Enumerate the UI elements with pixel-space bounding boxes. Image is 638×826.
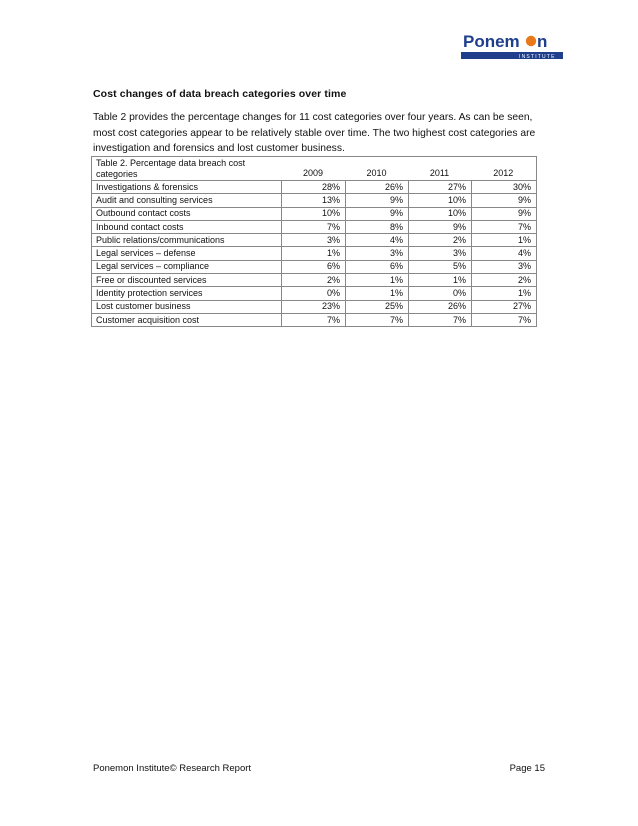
- table-row: [92, 274, 537, 287]
- value-cell: 26%: [409, 300, 472, 313]
- footer-page-number: Page 15: [509, 763, 545, 774]
- value-cell: 0%: [409, 287, 472, 300]
- table-row: [92, 194, 537, 207]
- table-row: [92, 234, 537, 247]
- value-cell: 7%: [409, 313, 472, 326]
- value-cell: 27%: [472, 300, 537, 313]
- value-cell: 5%: [409, 260, 472, 273]
- value-cell: 13%: [282, 194, 346, 207]
- cost-categories-table: [91, 156, 537, 327]
- category-cell: Lost customer business: [92, 300, 282, 313]
- value-cell: 7%: [282, 313, 346, 326]
- value-cell: 25%: [346, 300, 409, 313]
- value-cell: 7%: [346, 313, 409, 326]
- year-header-2009: 2009: [282, 157, 346, 181]
- value-cell: 4%: [346, 234, 409, 247]
- value-cell: 1%: [409, 274, 472, 287]
- value-cell: 2%: [282, 274, 346, 287]
- table-header-row: [92, 157, 537, 181]
- svg-text:n: n: [537, 32, 548, 51]
- value-cell: 6%: [282, 260, 346, 273]
- category-cell: Audit and consulting services: [92, 194, 282, 207]
- category-cell: Identity protection services: [92, 287, 282, 300]
- value-cell: 9%: [346, 207, 409, 220]
- value-cell: 9%: [472, 207, 537, 220]
- category-cell: Free or discounted services: [92, 274, 282, 287]
- category-cell: Public relations/communications: [92, 234, 282, 247]
- table-row: [92, 287, 537, 300]
- value-cell: 1%: [282, 247, 346, 260]
- svg-text:INSTITUTE: INSTITUTE: [519, 54, 556, 60]
- category-cell: Investigations & forensics: [92, 181, 282, 194]
- ponemon-logo: [461, 28, 563, 64]
- value-cell: 3%: [409, 247, 472, 260]
- intro-paragraph: Table 2 provides the percentage changes for 11 cost categories over four years. As can be seen, most cost categories appear to be relatively stable over time. The two highest cost categories are investigation and forensics and lost customer business.: [93, 112, 536, 154]
- table-row: [92, 313, 537, 326]
- table-row: [92, 247, 537, 260]
- value-cell: 1%: [346, 274, 409, 287]
- category-cell: Legal services – defense: [92, 247, 282, 260]
- value-cell: 3%: [282, 234, 346, 247]
- category-cell: Outbound contact costs: [92, 207, 282, 220]
- svg-text:Ponem: Ponem: [463, 32, 520, 51]
- section-heading: Cost changes of data breach categories over time: [93, 88, 347, 100]
- year-header-2012: 2012: [472, 157, 537, 181]
- value-cell: 30%: [472, 181, 537, 194]
- value-cell: 2%: [472, 274, 537, 287]
- footer-report-name: Ponemon Institute© Research Report: [93, 763, 252, 774]
- value-cell: 7%: [282, 220, 346, 233]
- value-cell: 9%: [472, 194, 537, 207]
- year-header-2010: 2010: [346, 157, 409, 181]
- value-cell: 10%: [282, 207, 346, 220]
- value-cell: 9%: [346, 194, 409, 207]
- category-cell: Legal services – compliance: [92, 260, 282, 273]
- category-cell: Inbound contact costs: [92, 220, 282, 233]
- value-cell: 26%: [346, 181, 409, 194]
- value-cell: 7%: [472, 220, 537, 233]
- year-header-2011: 2011: [409, 157, 472, 181]
- value-cell: 23%: [282, 300, 346, 313]
- value-cell: 8%: [346, 220, 409, 233]
- value-cell: 1%: [346, 287, 409, 300]
- table-row: [92, 181, 537, 194]
- value-cell: 0%: [282, 287, 346, 300]
- value-cell: 2%: [409, 234, 472, 247]
- value-cell: 10%: [409, 207, 472, 220]
- value-cell: 4%: [472, 247, 537, 260]
- table-row: [92, 260, 537, 273]
- value-cell: 6%: [346, 260, 409, 273]
- table-row: [92, 220, 537, 233]
- value-cell: 1%: [472, 234, 537, 247]
- value-cell: 9%: [409, 220, 472, 233]
- value-cell: 7%: [472, 313, 537, 326]
- value-cell: 1%: [472, 287, 537, 300]
- table-row: [92, 300, 537, 313]
- value-cell: 10%: [409, 194, 472, 207]
- value-cell: 28%: [282, 181, 346, 194]
- value-cell: 3%: [472, 260, 537, 273]
- value-cell: 3%: [346, 247, 409, 260]
- table-row: [92, 207, 537, 220]
- category-cell: Customer acquisition cost: [92, 313, 282, 326]
- table-caption: Table 2. Percentage data breach cost categories: [92, 157, 282, 181]
- value-cell: 27%: [409, 181, 472, 194]
